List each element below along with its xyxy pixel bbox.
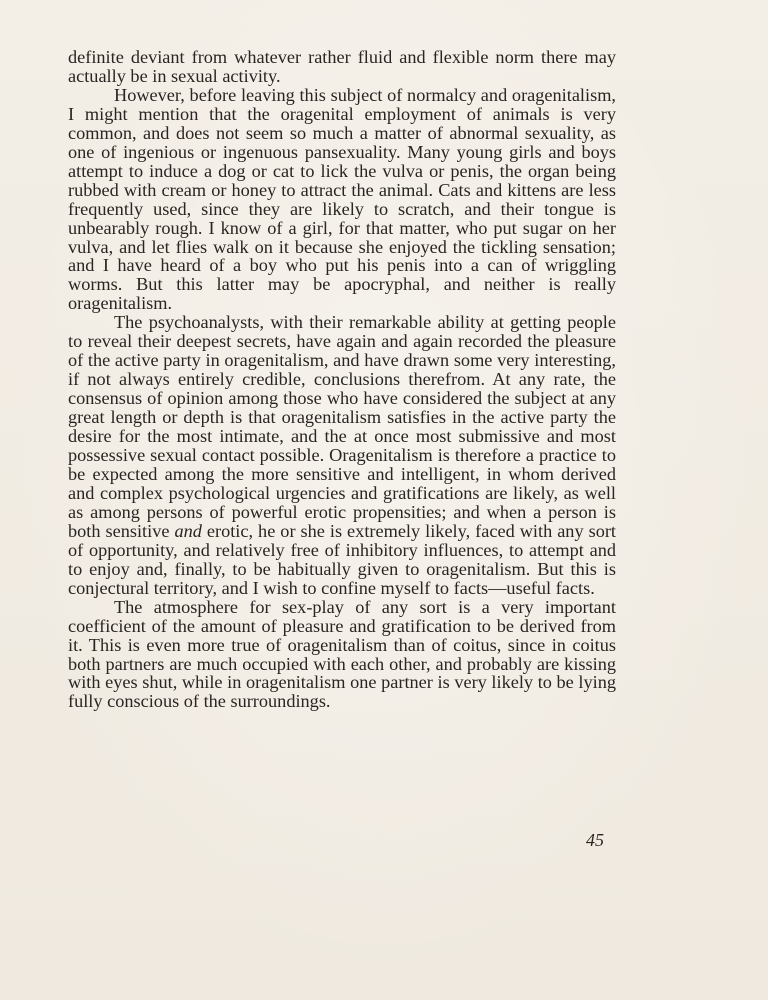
paragraph-2 [68,86,616,313]
paragraph-3 [68,313,616,597]
paragraph-text: definite deviant from whatever rather fluid and flexible norm there may actually be in sexual activity. [68,47,616,86]
paragraph-1 [68,48,616,86]
paragraph-text: The psychoanalysts, with their remarkable ability at getting people to reveal their deepest secrets, have again and again recorded the pleasure of the active party in oragenitalism, and have drawn some very interesting, if not always entirely credible, conclusions therefrom. At any rate, the consensus of opinion among those who have considered the subject at any great length or depth is that oragenitalism satisfies in the active party the desire for the most intimate, and the at once most submissive and most possessive sexual contact possible. Oragenitalism is therefore a practice to be expected among the more sensitive and intelligent, in whom derived and complex psychological urgencies and gratifications are likely, as well as among persons of powerful erotic propensities; and when a person is both sensitive [68,312,616,541]
paragraph-4 [68,598,616,712]
italic-emphasis: and [174,520,202,541]
paragraph-text: erotic, he or she is extremely likely, faced with any sort of opportunity, and relatively free of inhibitory influences, to attempt and to enjoy and, finally, to be habitually given to oragenitalism. But this is conjectural territory, and I wish to confine myself to facts—useful facts. [68,520,617,598]
body-text [68,48,616,711]
paragraph-text: The atmosphere for sex-play of any sort is a very important coefficient of the amount of pleasure and gratification to be derived from it. This is even more true of oragenitalism than of coitus, since in coitus both partners are much occupied with each other, and probably are kissing with eyes shut, while in oragenitalism one partner is very likely to be lying fully conscious of the surroundings. [68,596,616,712]
page-number: 45 [586,830,604,850]
paragraph-text: However, before leaving this subject of normalcy and oragenitalism, I might mention that the oragenital employment of animals is very common, and does not seem so much a matter of abnormal sexuality, as one of ingenious or ingenuous pansexuality. Many young girls and boys attempt to induce a dog or cat to lick the vulva or penis, the organ being rubbed with cream or honey to attract the animal. Cats and kittens are less frequently used, since they are likely to scratch, and their tongue is unbearably rough. I know of a girl, for that matter, who put sugar on her vulva, and let flies walk on it because she enjoyed the tickling sensation; and I have heard of a boy who put his penis into a can of wriggling worms. But this latter may be apocryphal, and neither is really oragenitalism. [68,84,616,314]
